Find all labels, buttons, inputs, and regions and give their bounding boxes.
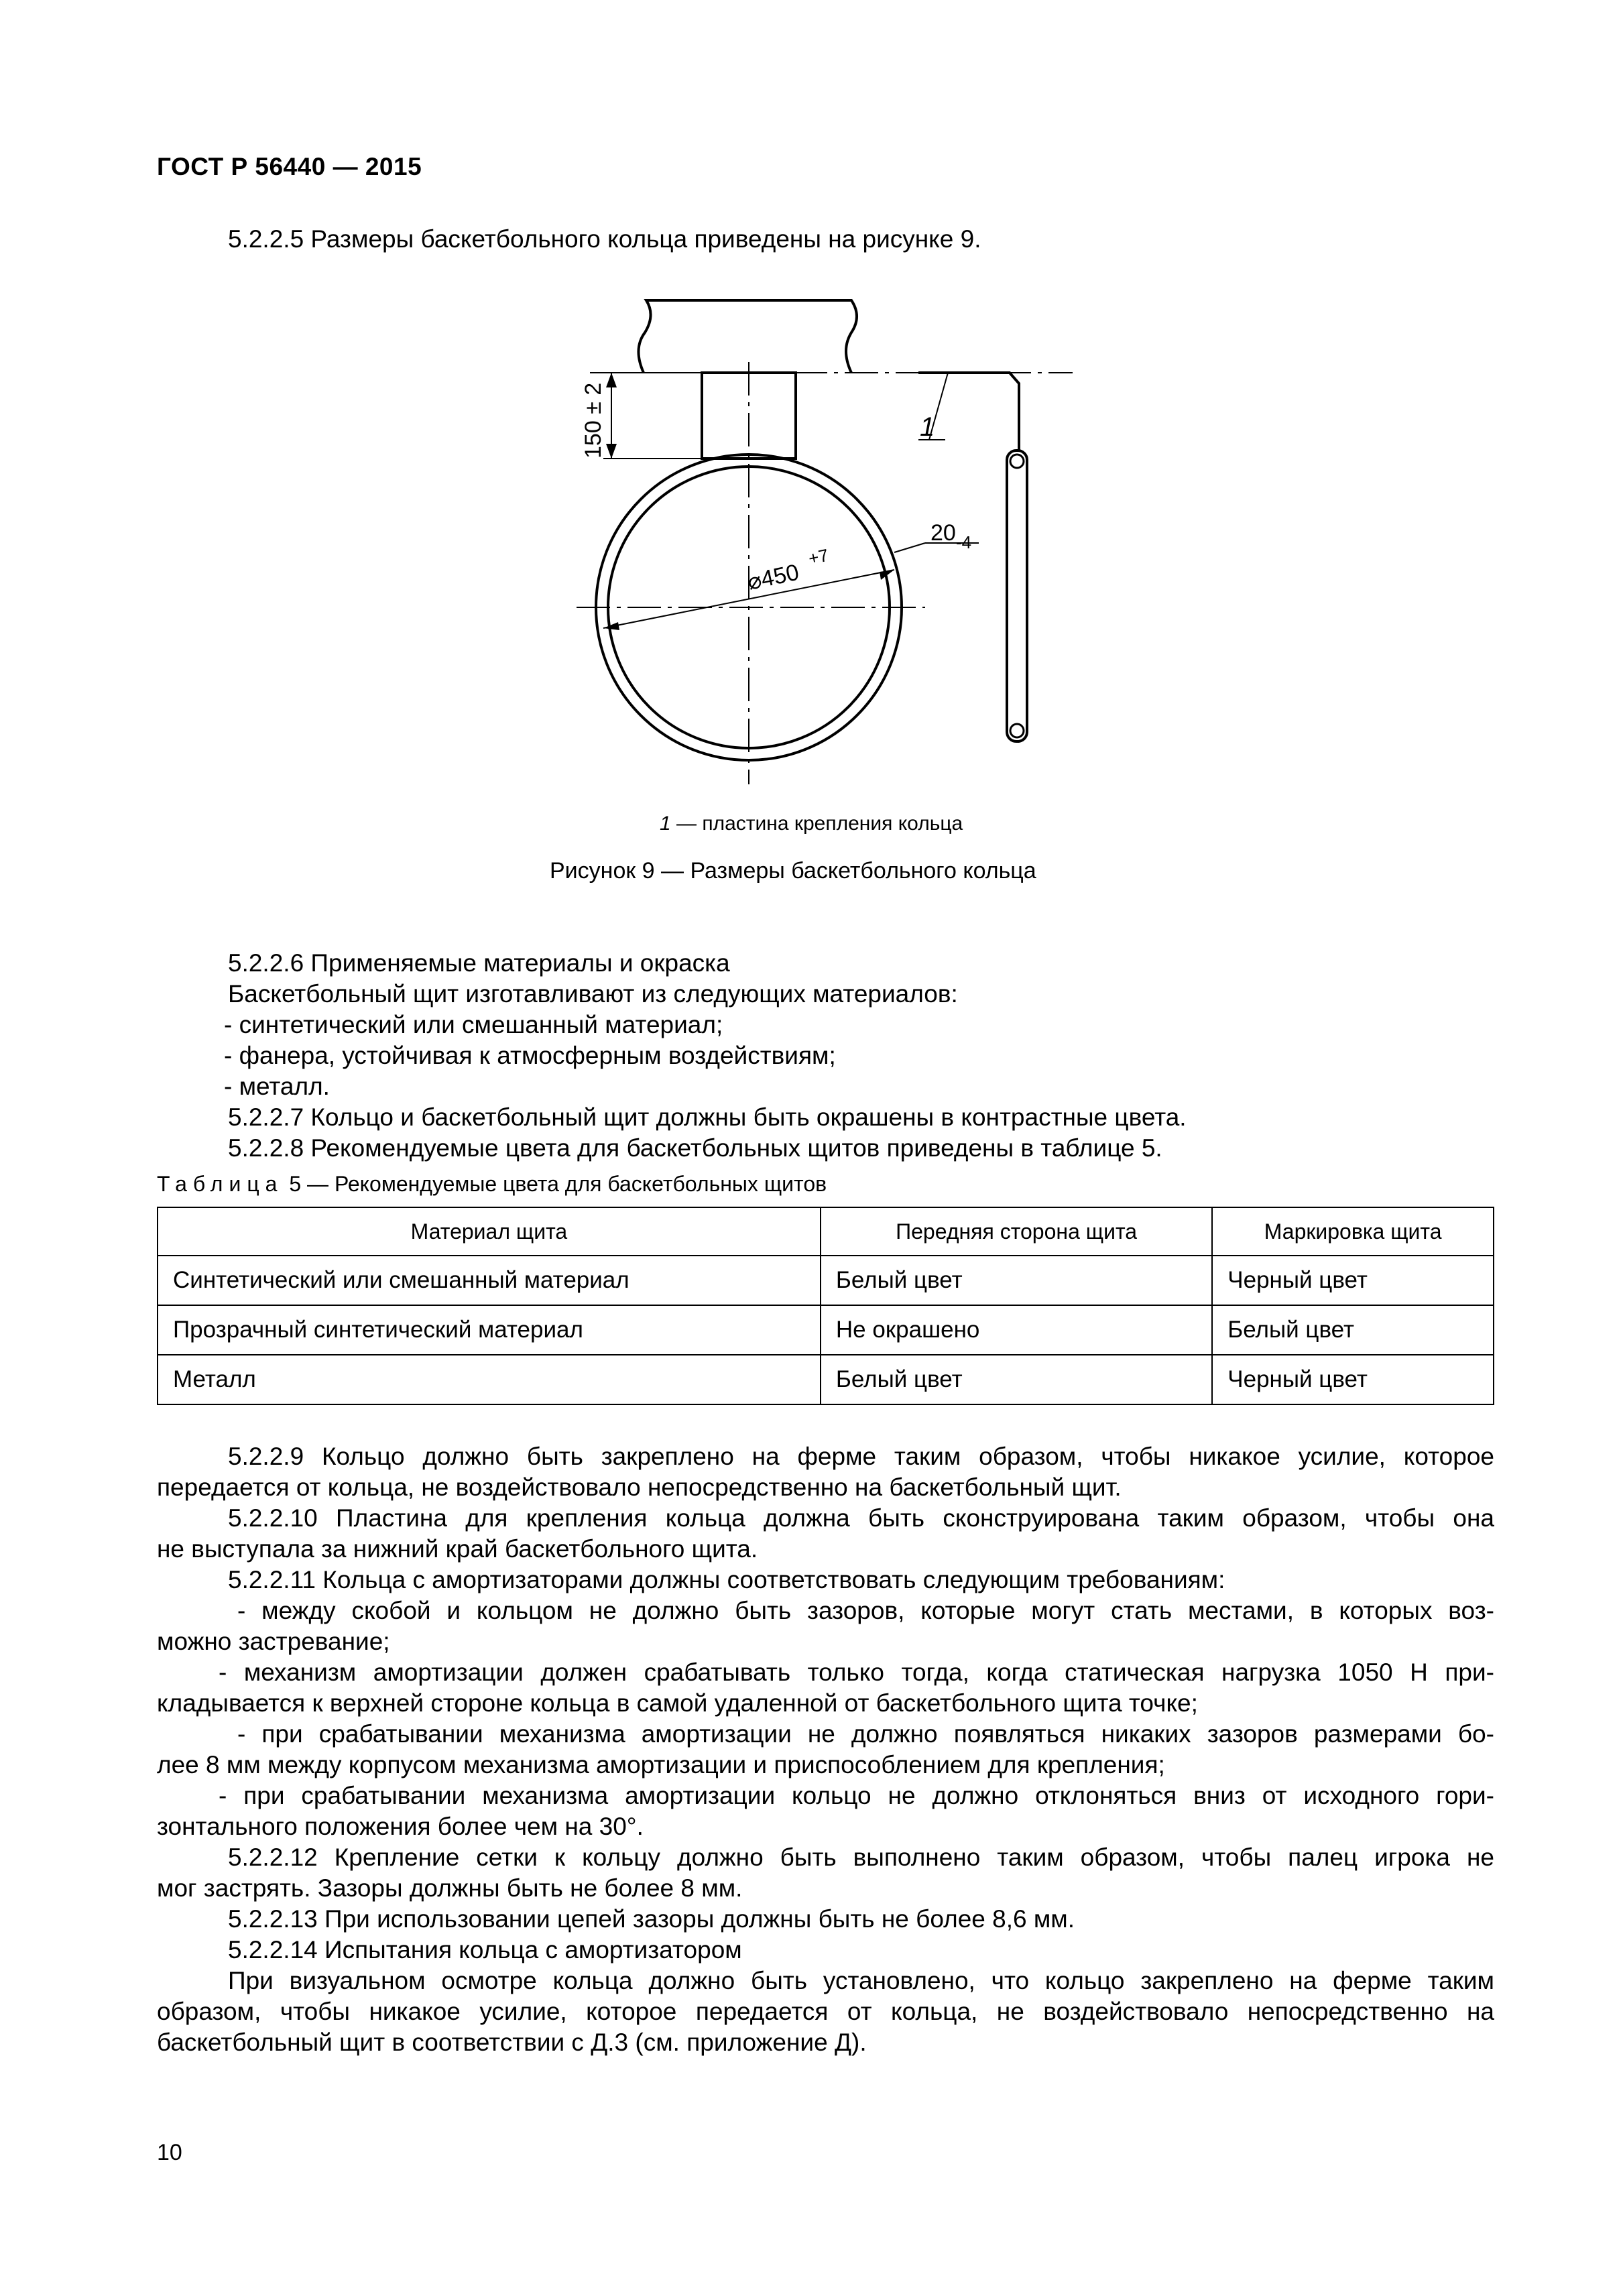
body-line: 5.2.2.9 Кольцо должно быть закреплено на ферме таким образом, чтобы никакое усилие, которое xyxy=(228,1443,1494,1470)
section-title: 5.2.2.6 Применяемые материалы и окраска xyxy=(228,949,730,977)
body-line: При визуальном осмотре кольца должно быть установлено, что кольцо закреплено на ферме таким xyxy=(228,1967,1494,1994)
table-cell: Белый цвет xyxy=(821,1355,1212,1404)
body-line: не выступала за нижний край баскетбольного щита. xyxy=(157,1535,758,1563)
ring-side-view xyxy=(1007,450,1027,741)
dim-height-label: 150 ± 2 xyxy=(581,382,606,459)
dim-diameter-label: ⌀450 xyxy=(745,559,802,595)
table-row xyxy=(158,1256,1494,1305)
figure-legend-text: — пластина крепления кольца xyxy=(670,812,963,835)
body-line: образом, чтобы никакое усилие, которое передается от кольца, не воздействовало непосредственно на xyxy=(157,1998,1494,2025)
callout-number: 1 xyxy=(920,412,935,442)
body-line: баскетбольный щит в соответствии с Д.3 (см. приложение Д). xyxy=(157,2029,867,2056)
table-cell: Черный цвет xyxy=(1212,1355,1494,1404)
table-header-row xyxy=(158,1207,1494,1256)
table-caption-text: 5 — Рекомендуемые цвета для баскетбольных щитов xyxy=(283,1172,827,1196)
material-item-2: - фанера, устойчивая к атмосферным воздействиям; xyxy=(224,1042,836,1069)
table-header-cell: Маркировка щита xyxy=(1212,1207,1494,1256)
figure-ring-drawing xyxy=(0,0,1623,804)
table-cell: Не окрашено xyxy=(821,1305,1212,1355)
body-line: зонтального положения более чем на 30°. xyxy=(157,1813,644,1840)
backboard-break xyxy=(638,300,857,373)
dim-width-label: 20 xyxy=(930,520,956,546)
paragraph-5228: 5.2.2.8 Рекомендуемые цвета для баскетбольных щитов приведены в таблице 5. xyxy=(228,1134,1162,1162)
body-line: мог застрять. Зазоры должны быть не более 8 мм. xyxy=(157,1874,743,1902)
body-line: лее 8 мм между корпусом механизма амортизации и приспособлением для крепления; xyxy=(157,1751,1165,1778)
figure-legend xyxy=(660,812,963,835)
body-line: кладывается к верхней стороне кольца в самой удаленной от баскетбольного щита точке; xyxy=(157,1689,1198,1717)
table-cell: Белый цвет xyxy=(821,1256,1212,1305)
table-cell: Белый цвет xyxy=(1212,1305,1494,1355)
body-line: передается от кольца, не воздействовало непосредственно на баскетбольный щит. xyxy=(157,1473,1122,1501)
body-line: 5.2.2.14 Испытания кольца с амортизатором xyxy=(228,1936,742,1963)
body-line: 5.2.2.10 Пластина для крепления кольца должна быть сконструирована таким образом, чтобы она xyxy=(228,1504,1494,1532)
materials-intro: Баскетбольный щит изготавливают из следующих материалов: xyxy=(228,980,958,1008)
body-line: 5.2.2.13 При использовании цепей зазоры должны быть не более 8,6 мм. xyxy=(228,1905,1075,1933)
body-line: можно застревание; xyxy=(157,1628,390,1655)
table-row xyxy=(158,1355,1494,1404)
paragraph-5227: 5.2.2.7 Кольцо и баскетбольный щит должны быть окрашены в контрастные цвета. xyxy=(228,1103,1187,1131)
material-item-3: - металл. xyxy=(224,1073,330,1100)
table-header-cell: Передняя сторона щита xyxy=(821,1207,1212,1256)
document-header: ГОСТ Р 56440 — 2015 xyxy=(157,153,422,180)
table-cell: Прозрачный синтетический материал xyxy=(158,1305,821,1355)
intro-paragraph: 5.2.2.5 Размеры баскетбольного кольца приведены на рисунке 9. xyxy=(228,225,981,253)
table-cell: Металл xyxy=(158,1355,821,1404)
table-cell: Черный цвет xyxy=(1212,1256,1494,1305)
table-cell: Синтетический или смешанный материал xyxy=(158,1256,821,1305)
figure-legend-number: 1 xyxy=(660,812,671,835)
dim-width-tolerance: -4 xyxy=(956,532,972,552)
body-line: 5.2.2.11 Кольца с амортизаторами должны соответствовать следующим требованиям: xyxy=(228,1566,1225,1593)
dim-diameter-tolerance: +7 xyxy=(806,544,831,569)
page-number: 10 xyxy=(157,2140,182,2165)
body-line: - между скобой и кольцом не должно быть зазоров, которые могут стать местами, в которых воз- xyxy=(237,1597,1494,1624)
table-header-cell: Материал щита xyxy=(158,1207,821,1256)
table-row xyxy=(158,1305,1494,1355)
table-caption xyxy=(157,1172,827,1197)
figure-caption: Рисунок 9 — Размеры баскетбольного кольца xyxy=(550,858,1036,884)
body-line: 5.2.2.12 Крепление сетки к кольцу должно быть выполнено таким образом, чтобы палец игрока не xyxy=(228,1844,1494,1871)
body-line: - механизм амортизации должен срабатывать только тогда, когда статическая нагрузка 1050 Н при- xyxy=(219,1658,1494,1686)
colors-table xyxy=(157,1207,1494,1405)
table-caption-label: Таблица xyxy=(157,1172,284,1196)
material-item-1: - синтетический или смешанный материал; xyxy=(224,1011,723,1038)
body-line: - при срабатывании механизма амортизации кольцо не должно отклоняться вниз от исходного гори- xyxy=(219,1782,1494,1809)
body-line: - при срабатывании механизма амортизации не должно появляться никаких зазоров размерами бо- xyxy=(237,1720,1494,1748)
